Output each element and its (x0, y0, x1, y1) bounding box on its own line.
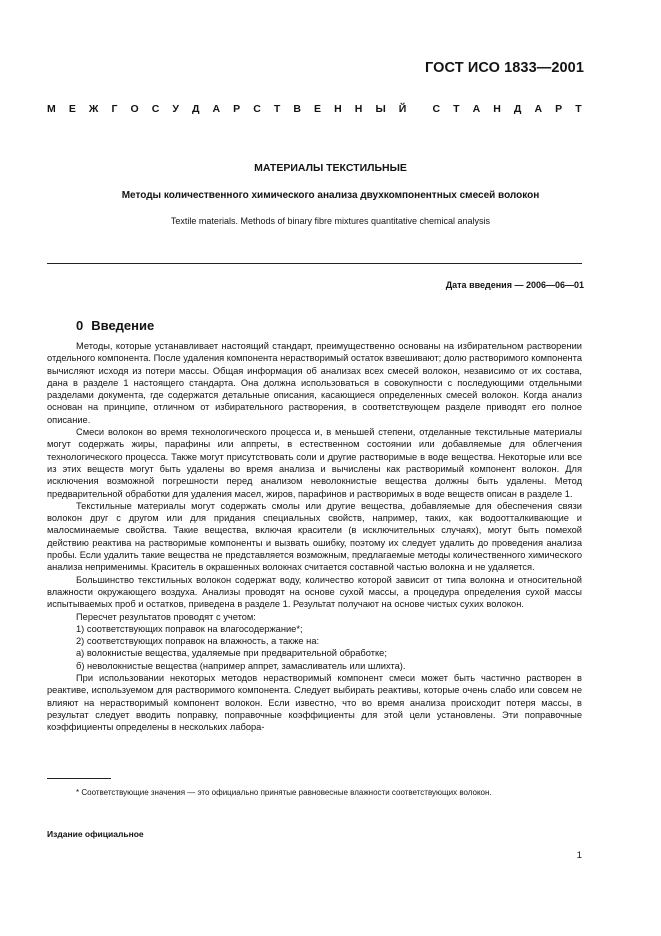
banner-letter: О (130, 103, 139, 115)
body-text (47, 340, 582, 734)
paragraph: Большинство текстильных волокон содержат воду, количество которой зависит от типа волокна и относительной влажности окружающего воздуха. Анализы проводят на основе сухой массы, а процедура определения сухой массы испытываемых проб и остатков, приведена в разделе 1. Результат получают на основе чистых сухих волокон. (47, 574, 582, 610)
paragraph: Пересчет результатов проводят с учетом: (76, 611, 256, 622)
section-heading (76, 318, 154, 333)
paragraph: Методы, которые устанавливает настоящий стандарт, преимущественно основаны на избирательном растворении отдельного компонента. После удаления компонента нерастворимый остаток взвешивают; долю растворимого компонента вычисляют исходя из потери массы. Общая информация об анализах всех смесей волокон, независимо от их состава, дана в разделе 1 настоящего стандарта. Она должна использоваться в совокупности с последующими отдельными разделами документа, где содержатся детальные описания, касающиеся определенных смесей волокон. Когда анализ основан на принципе, отличном от избирательного растворения, в соответствующем разделе приводят его полное описание. (47, 341, 582, 425)
document-subtitle: Методы количественного химического анализа двухкомпонентных смесей волокон (121, 190, 540, 201)
english-title: Textile materials. Methods of binary fibre mixtures quantitative chemical analysis (170, 216, 491, 226)
section-number: 0 (76, 318, 84, 333)
paragraph: Смеси волокон во время технологического процесса и, в меньшей степени, отделанные текстильные материалы могут содержать жиры, парафины или аппреты, в естественном состоянии или добавляемые для облегчения технологического процесса. Также могут присутствовать соли и другие растворимые в воде вещества. Некоторые или все из этих веществ могут быть удалены во время анализа и вычислены как растворимый компонент волокон. Для исключения возможной погрешности перед анализом неволокнистые вещества должны быть удалены. Метод предварительной обработки для удаления масел, жиров, парафинов и растворимых в воде веществ описан в разделе 1. (47, 427, 582, 499)
banner-letter: Т (453, 103, 460, 115)
section-title: Введение (91, 318, 155, 333)
banner-letter: С (432, 103, 441, 115)
banner-letter: С (253, 103, 261, 115)
banner-letter: У (172, 103, 179, 115)
list-item: 1) соответствующих поправок на влагосодержание*; (76, 623, 303, 634)
paragraph: Текстильные материалы могут содержать смолы или другие вещества, добавляемые для обеспечения связи волокон друг с другом или для придания специальных свойств, например, таких, как водоотталкивающие и малосминаемые свойства. Такие вещества, включая красители (в исключительных случаях), могут быть помехой действию реактива на растворимые компоненты и вызвать ошибку, поэтому их следует удалить до проведения анализа пробы. Если удалить такие вещества не представляется возможным, предлагаемые методы количественного химического анализа неприменимы. Краситель в окрашенных волокнах считается составной частью волокна и не удаляется. (47, 500, 582, 573)
document-title: МАТЕРИАЛЫ ТЕКСТИЛЬНЫЕ (254, 162, 407, 174)
banner-letter: Ж (88, 103, 99, 115)
banner-letter: Т (575, 103, 582, 115)
standard-number: ГОСТ ИСО 1833—2001 (425, 60, 584, 76)
banner-letter: В (293, 103, 301, 115)
banner-letter: А (212, 103, 221, 115)
banner-letter: Д (513, 103, 522, 115)
header-divider (47, 263, 582, 264)
banner-letter: Е (314, 103, 322, 115)
banner-letter: Т (273, 103, 281, 115)
banner-letter: Н (493, 103, 501, 115)
interstate-standard-banner (47, 103, 582, 115)
banner-letter: А (472, 103, 481, 115)
banner-letter: А (534, 103, 543, 115)
paragraph: При использовании некоторых методов нерастворимый компонент смеси может быть частично растворен в реактиве, используемом для растворимого компонента. Следует выбирать реактивы, которые очень слабо или совсем не влияют на нерастворимый компонент волокон. Если известно, что во время анализа происходит потеря массы, в результат следует вводить поправку, поправочные коэффициенты для этой цели установлены. Эти поправочные коэффициенты определены в нескольких лабора- (47, 673, 582, 733)
banner-letter: Д (191, 103, 200, 115)
banner-letter: Н (334, 103, 342, 115)
footnote: * Соответствующие значения — это официально принятые равновесные влажности соответствующих волокон. (76, 788, 492, 797)
banner-letter: Р (233, 103, 241, 115)
banner-letter: Й (398, 103, 407, 115)
list-item: б) неволокнистые вещества (например аппрет, замасливатель или шлихта). (76, 660, 406, 671)
banner-letter: Г (111, 103, 118, 115)
list-item: а) волокнистые вещества, удаляемые при предварительной обработке; (76, 648, 387, 659)
banner-letter: М (47, 103, 56, 115)
footnote-divider (47, 778, 111, 779)
banner-letter: Е (68, 103, 76, 115)
banner-letter: Р (555, 103, 563, 115)
banner-letter: Н (354, 103, 363, 115)
banner-letter: Ы (375, 103, 386, 115)
list-item: 2) соответствующих поправок на влажность, а также на: (76, 636, 320, 647)
banner-letter: С (151, 103, 160, 115)
edition-label: Издание официальное (47, 829, 144, 839)
introduction-date: Дата введения — 2006—06—01 (445, 280, 584, 290)
page-number: 1 (576, 850, 582, 861)
